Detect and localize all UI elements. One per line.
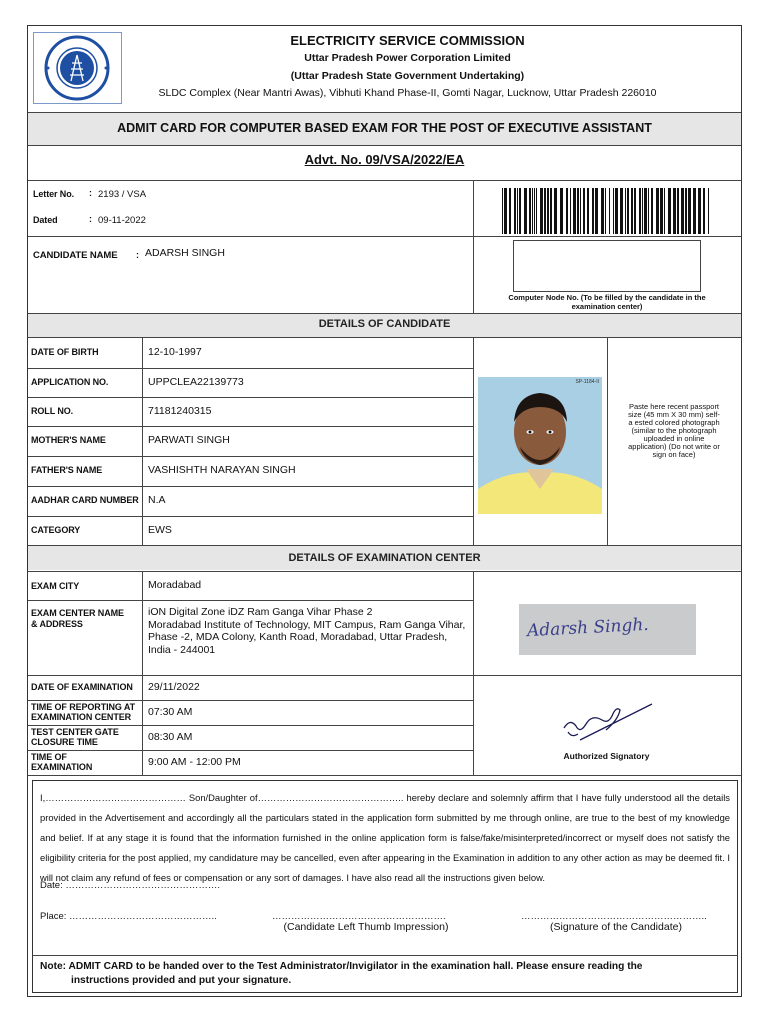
note-line-1: ADMIT CARD to be handed over to the Test Administrator/Invigilator in the examination hall. Please ensure reading the [68, 961, 643, 972]
schedule-row-label: TEST CENTER GATE [31, 726, 119, 737]
computer-node-box [513, 240, 701, 292]
thumb-impression-label: (Candidate Left Thumb Impression) [283, 921, 449, 933]
candidate-row-label: AADHAR CARD NUMBER [31, 495, 139, 505]
candidate-row-value: 71181240315 [148, 404, 212, 417]
computer-node-note: Computer Node No. (To be filled by the candidate in the examination center) [508, 293, 706, 311]
logo [33, 32, 122, 104]
authorized-signature-icon [560, 700, 655, 746]
dated-label: Dated [33, 215, 58, 225]
place-line: Place: ……………………………………….. [40, 911, 217, 922]
candidate-row-label: ROLL NO. [31, 405, 74, 416]
letter-value: 2193 / VSA [98, 189, 147, 200]
exam-center-address: Moradabad Institute of Technology, MIT Campus, Ram Ganga Vihar, Phase -2, MDA Colony, Kanth Road, Moradabad, Uttar Pradesh, India - 244001 [148, 619, 466, 656]
exam-center-label-1: EXAM CENTER NAME [31, 608, 124, 618]
page-title: ADMIT CARD FOR COMPUTER BASED EXAM FOR THE POST OF EXECUTIVE ASSISTANT [117, 121, 652, 135]
candidate-row-value: PARWATI SINGH [148, 434, 230, 446]
note-line-2: instructions provided and put your signature. [71, 975, 292, 986]
schedule-row-label-2: EXAMINATION CENTER [31, 711, 132, 722]
section-candidate: DETAILS OF CANDIDATE [318, 318, 451, 330]
thumb-dots: ………………………………………………. [272, 911, 446, 922]
schedule-row-value: 29/11/2022 [148, 680, 200, 693]
exam-center-label-2: & ADDRESS [31, 619, 83, 629]
schedule-row-label-2: EXAMINATION [31, 761, 93, 772]
company-name: Uttar Pradesh Power Corporation Limited [304, 52, 511, 64]
exam-center-name: iON Digital Zone iDZ Ram Ganga Vihar Phase 2 [148, 606, 373, 618]
candidate-row-label: FATHER'S NAME [31, 465, 103, 475]
letter-label: Letter No. [33, 189, 75, 199]
schedule-row-value: 9:00 AM - 12:00 PM [148, 755, 241, 768]
authorized-signatory: Authorized Signatory [563, 751, 650, 761]
candidate-row-value: VASHISHTH NARAYAN SINGH [148, 464, 296, 476]
sign-dots: ………………………………………………….. [521, 911, 707, 922]
photo-stamp: SP-1184-II [575, 379, 599, 385]
date-line: Date: …………………………………………. [40, 880, 220, 891]
schedule-row-label-2: CLOSURE TIME [31, 736, 98, 747]
candidate-name-value: ADARSH SINGH [145, 247, 225, 259]
advt-number: Advt. No. 09/VSA/2022/EA [304, 152, 465, 167]
barcode [500, 188, 714, 234]
schedule-row-value: 08:30 AM [148, 730, 193, 743]
candidate-photo [478, 377, 602, 514]
candidate-row-value: UPPCLEA22139773 [148, 375, 244, 388]
schedule-row-value: 07:30 AM [148, 705, 193, 718]
schedule-row-label: TIME OF REPORTING AT [31, 701, 135, 712]
section-exam-center: DETAILS OF EXAMINATION CENTER [288, 552, 481, 564]
candidate-row-label: CATEGORY [31, 524, 81, 535]
candidate-row-label: MOTHER'S NAME [31, 435, 106, 445]
paste-photo-note: Paste here recent passport size (45 mm X 30 mm) self-a ested colored photograph (similar to the photograph uploaded in online application) (Do not write or sign on face) [628, 402, 720, 459]
dated-value: 09-11-2022 [98, 215, 146, 226]
address: SLDC Complex (Near Mantri Awas), Vibhuti Khand Phase-II, Gomti Nagar, Lucknow, Uttar Pradesh 226010 [158, 87, 657, 99]
candidate-row-value: N.A [148, 494, 166, 506]
candidate-row-value: EWS [148, 523, 172, 536]
note-prefix: Note: [40, 961, 67, 972]
signature-text: Adarsh Singh. [526, 614, 650, 642]
candidate-signature-label: (Signature of the Candidate) [550, 921, 682, 933]
exam-city-value: Moradabad [148, 579, 202, 591]
org-name: ELECTRICITY SERVICE COMMISSION [290, 33, 525, 48]
undertaking: (Uttar Pradesh State Government Undertaking) [290, 70, 525, 82]
exam-city-label: EXAM CITY [31, 581, 80, 591]
note [40, 960, 732, 988]
schedule-row-label: DATE OF EXAMINATION [31, 681, 133, 692]
candidate-row-label: APPLICATION NO. [31, 376, 109, 387]
candidate-name-label: CANDIDATE NAME [33, 250, 118, 261]
schedule-row-label: TIME OF [31, 751, 67, 762]
candidate-signature [519, 604, 696, 655]
candidate-row-label: DATE OF BIRTH [31, 346, 99, 357]
declaration-text: I,……………………………………… Son/Daughter of……………………………………….. hereby declare and solemnly affirm that I have fully understood all the details provided in the Advertisement and accordingly all the particulars stated in the application form submitted by me through online, are true to the best of my knowledge and belief. If at any stage it is found that the information furnished in the online application form is false/fake/misinterpreted/incorrect or myself does not satisfy the eligibility criteria for the post applied, my candidature may be cancelled, even after appearing in the Examination in addition to any other action as may be deemed fit. I will not claim any refund of fees or compensation or any sort of damages. I have also read all the instructions given below. [40, 792, 730, 883]
candidate-row-value: 12-10-1997 [148, 345, 202, 358]
